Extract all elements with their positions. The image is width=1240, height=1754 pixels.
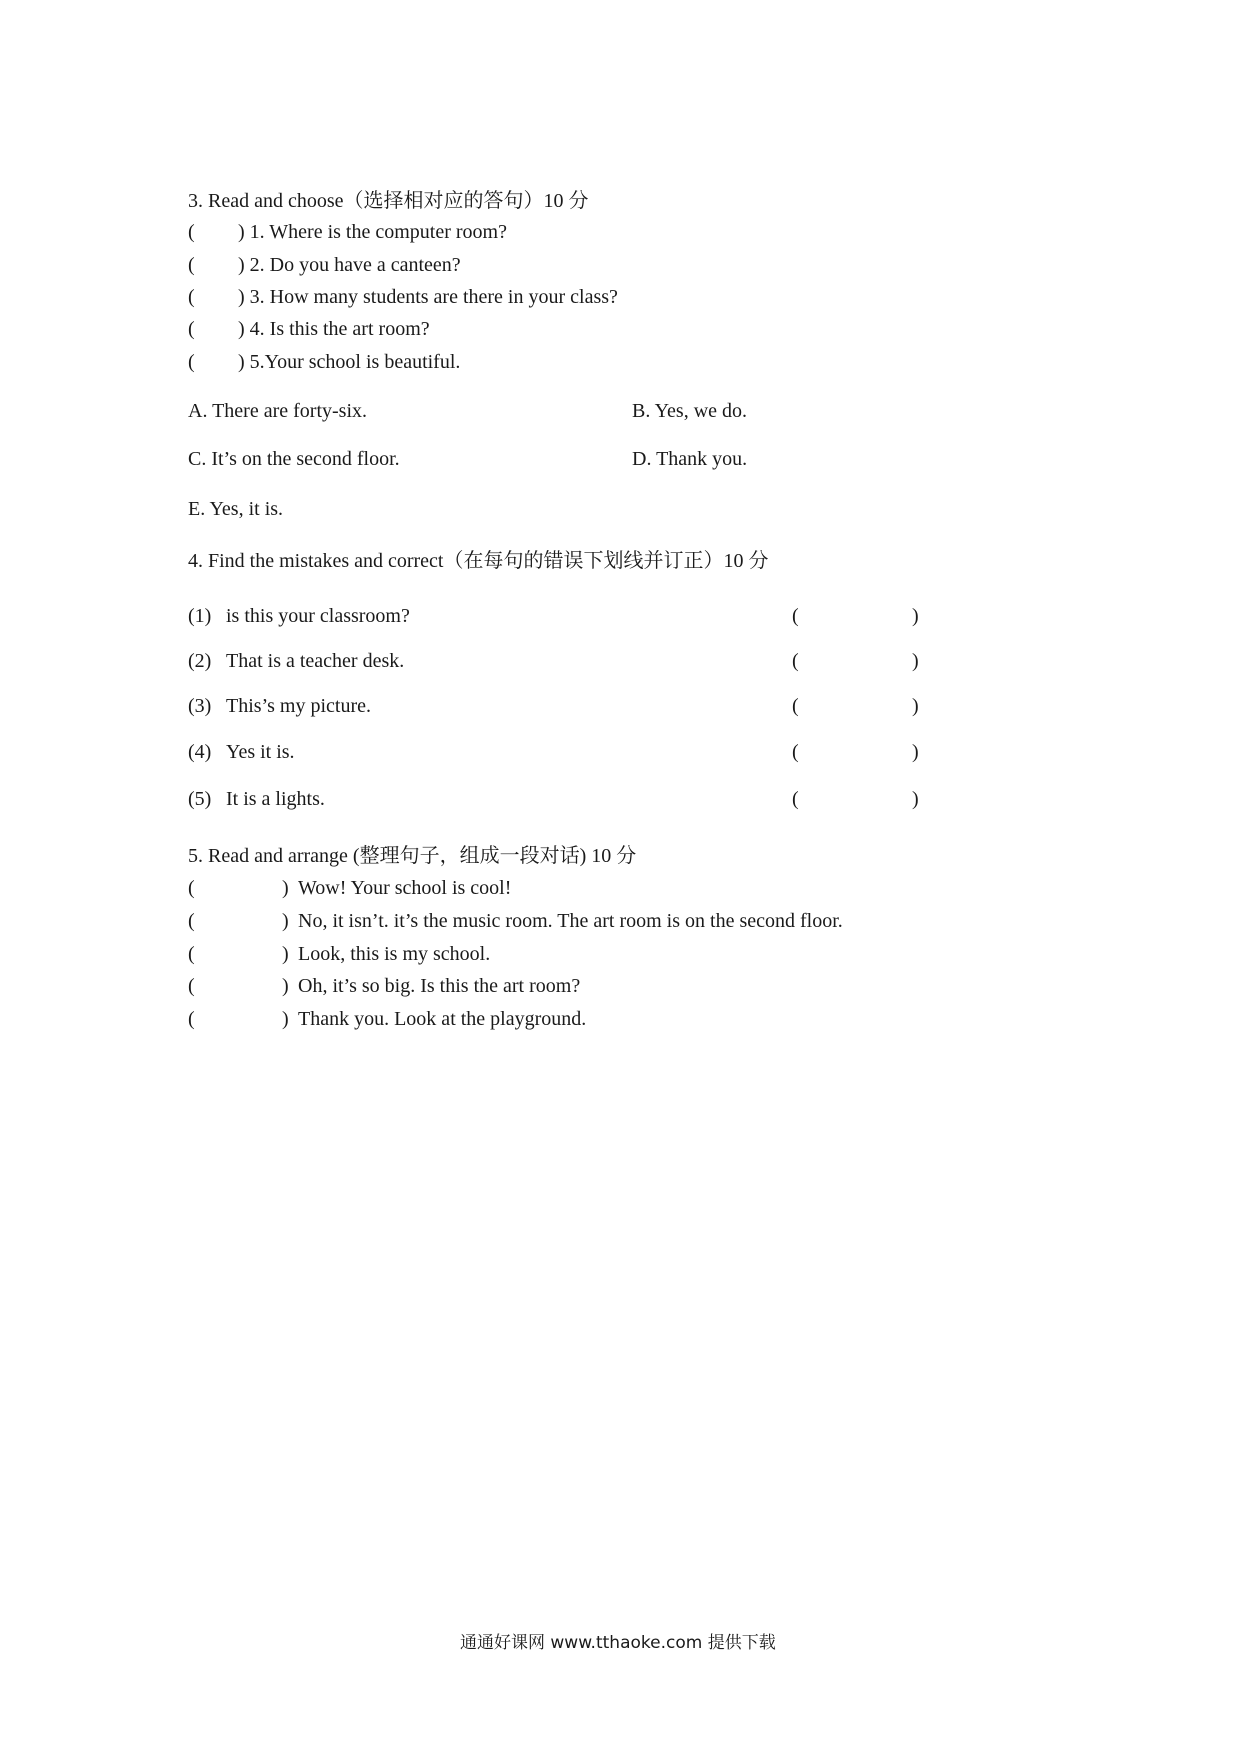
dialogue-line: Thank you. Look at the playground.	[298, 1008, 587, 1030]
option-a: A. There are forty-six.	[188, 400, 368, 422]
order-paren-close: )	[282, 877, 289, 899]
question-text: ) 1. Where is the computer room?	[238, 221, 507, 243]
answer-paren[interactable]: (	[188, 254, 195, 276]
question-text: ) 2. Do you have a canteen?	[238, 254, 461, 276]
answer-paren[interactable]: (	[188, 221, 195, 243]
answer-paren-open[interactable]: (	[792, 788, 799, 810]
item-sentence: That is a teacher desk.	[226, 650, 405, 672]
item-number: (2)	[188, 650, 212, 672]
answer-paren-close: )	[912, 650, 919, 672]
section4-heading: 4. Find the mistakes and correct（在每句的错误下划线并订正）10 分	[188, 550, 769, 572]
correction-item-2	[188, 648, 928, 674]
order-paren-open[interactable]: (	[188, 1008, 195, 1030]
item-sentence: is this your classroom?	[226, 605, 410, 627]
order-paren-close: )	[282, 910, 289, 932]
correction-item-3	[188, 693, 928, 719]
answer-paren[interactable]: (	[188, 286, 195, 308]
answer-paren-close: )	[912, 605, 919, 627]
option-c: C. It’s on the second floor.	[188, 448, 400, 470]
correction-item-4	[188, 739, 928, 765]
dialogue-line: Wow! Your school is cool!	[298, 877, 512, 899]
order-paren-open[interactable]: (	[188, 975, 195, 997]
order-paren-open[interactable]: (	[188, 910, 195, 932]
answer-paren-close: )	[912, 741, 919, 763]
answer-paren-open[interactable]: (	[792, 695, 799, 717]
option-b: B. Yes, we do.	[632, 400, 748, 422]
item-number: (1)	[188, 605, 212, 627]
answer-paren-open[interactable]: (	[792, 605, 799, 627]
answer-paren[interactable]: (	[188, 318, 195, 340]
correction-item-5	[188, 786, 928, 812]
item-sentence: It is a lights.	[226, 788, 325, 810]
item-number: (3)	[188, 695, 212, 717]
section3-heading: 3. Read and choose（选择相对应的答句）10 分	[188, 190, 589, 212]
answer-paren-open[interactable]: (	[792, 741, 799, 763]
answer-paren-open[interactable]: (	[792, 650, 799, 672]
section5-heading: 5. Read and arrange (整理句子，组成一段对话) 10 分	[188, 845, 637, 867]
order-paren-close: )	[282, 975, 289, 997]
question-text: ) 3. How many students are there in your class?	[238, 286, 618, 308]
footer-source: 通通好课网 www.tthaoke.com 提供下载	[460, 1633, 776, 1653]
answer-paren-close: )	[912, 695, 919, 717]
dialogue-line: Look, this is my school.	[298, 943, 491, 965]
item-sentence: This’s my picture.	[226, 695, 371, 717]
answer-paren[interactable]: (	[188, 351, 195, 373]
option-e: E. Yes, it is.	[188, 498, 284, 520]
correction-item-1	[188, 603, 928, 629]
order-paren-open[interactable]: (	[188, 877, 195, 899]
dialogue-line: No, it isn’t. it’s the music room. The art room is on the second floor.	[298, 910, 843, 932]
answer-paren-close: )	[912, 788, 919, 810]
item-sentence: Yes it is.	[226, 741, 295, 763]
dialogue-line: Oh, it’s so big. Is this the art room?	[298, 975, 581, 997]
item-number: (5)	[188, 788, 212, 810]
item-number: (4)	[188, 741, 212, 763]
order-paren-close: )	[282, 943, 289, 965]
order-paren-open[interactable]: (	[188, 943, 195, 965]
question-text: ) 4. Is this the art room?	[238, 318, 430, 340]
order-paren-close: )	[282, 1008, 289, 1030]
question-text: ) 5.Your school is beautiful.	[238, 351, 461, 373]
option-d: D. Thank you.	[632, 448, 748, 470]
